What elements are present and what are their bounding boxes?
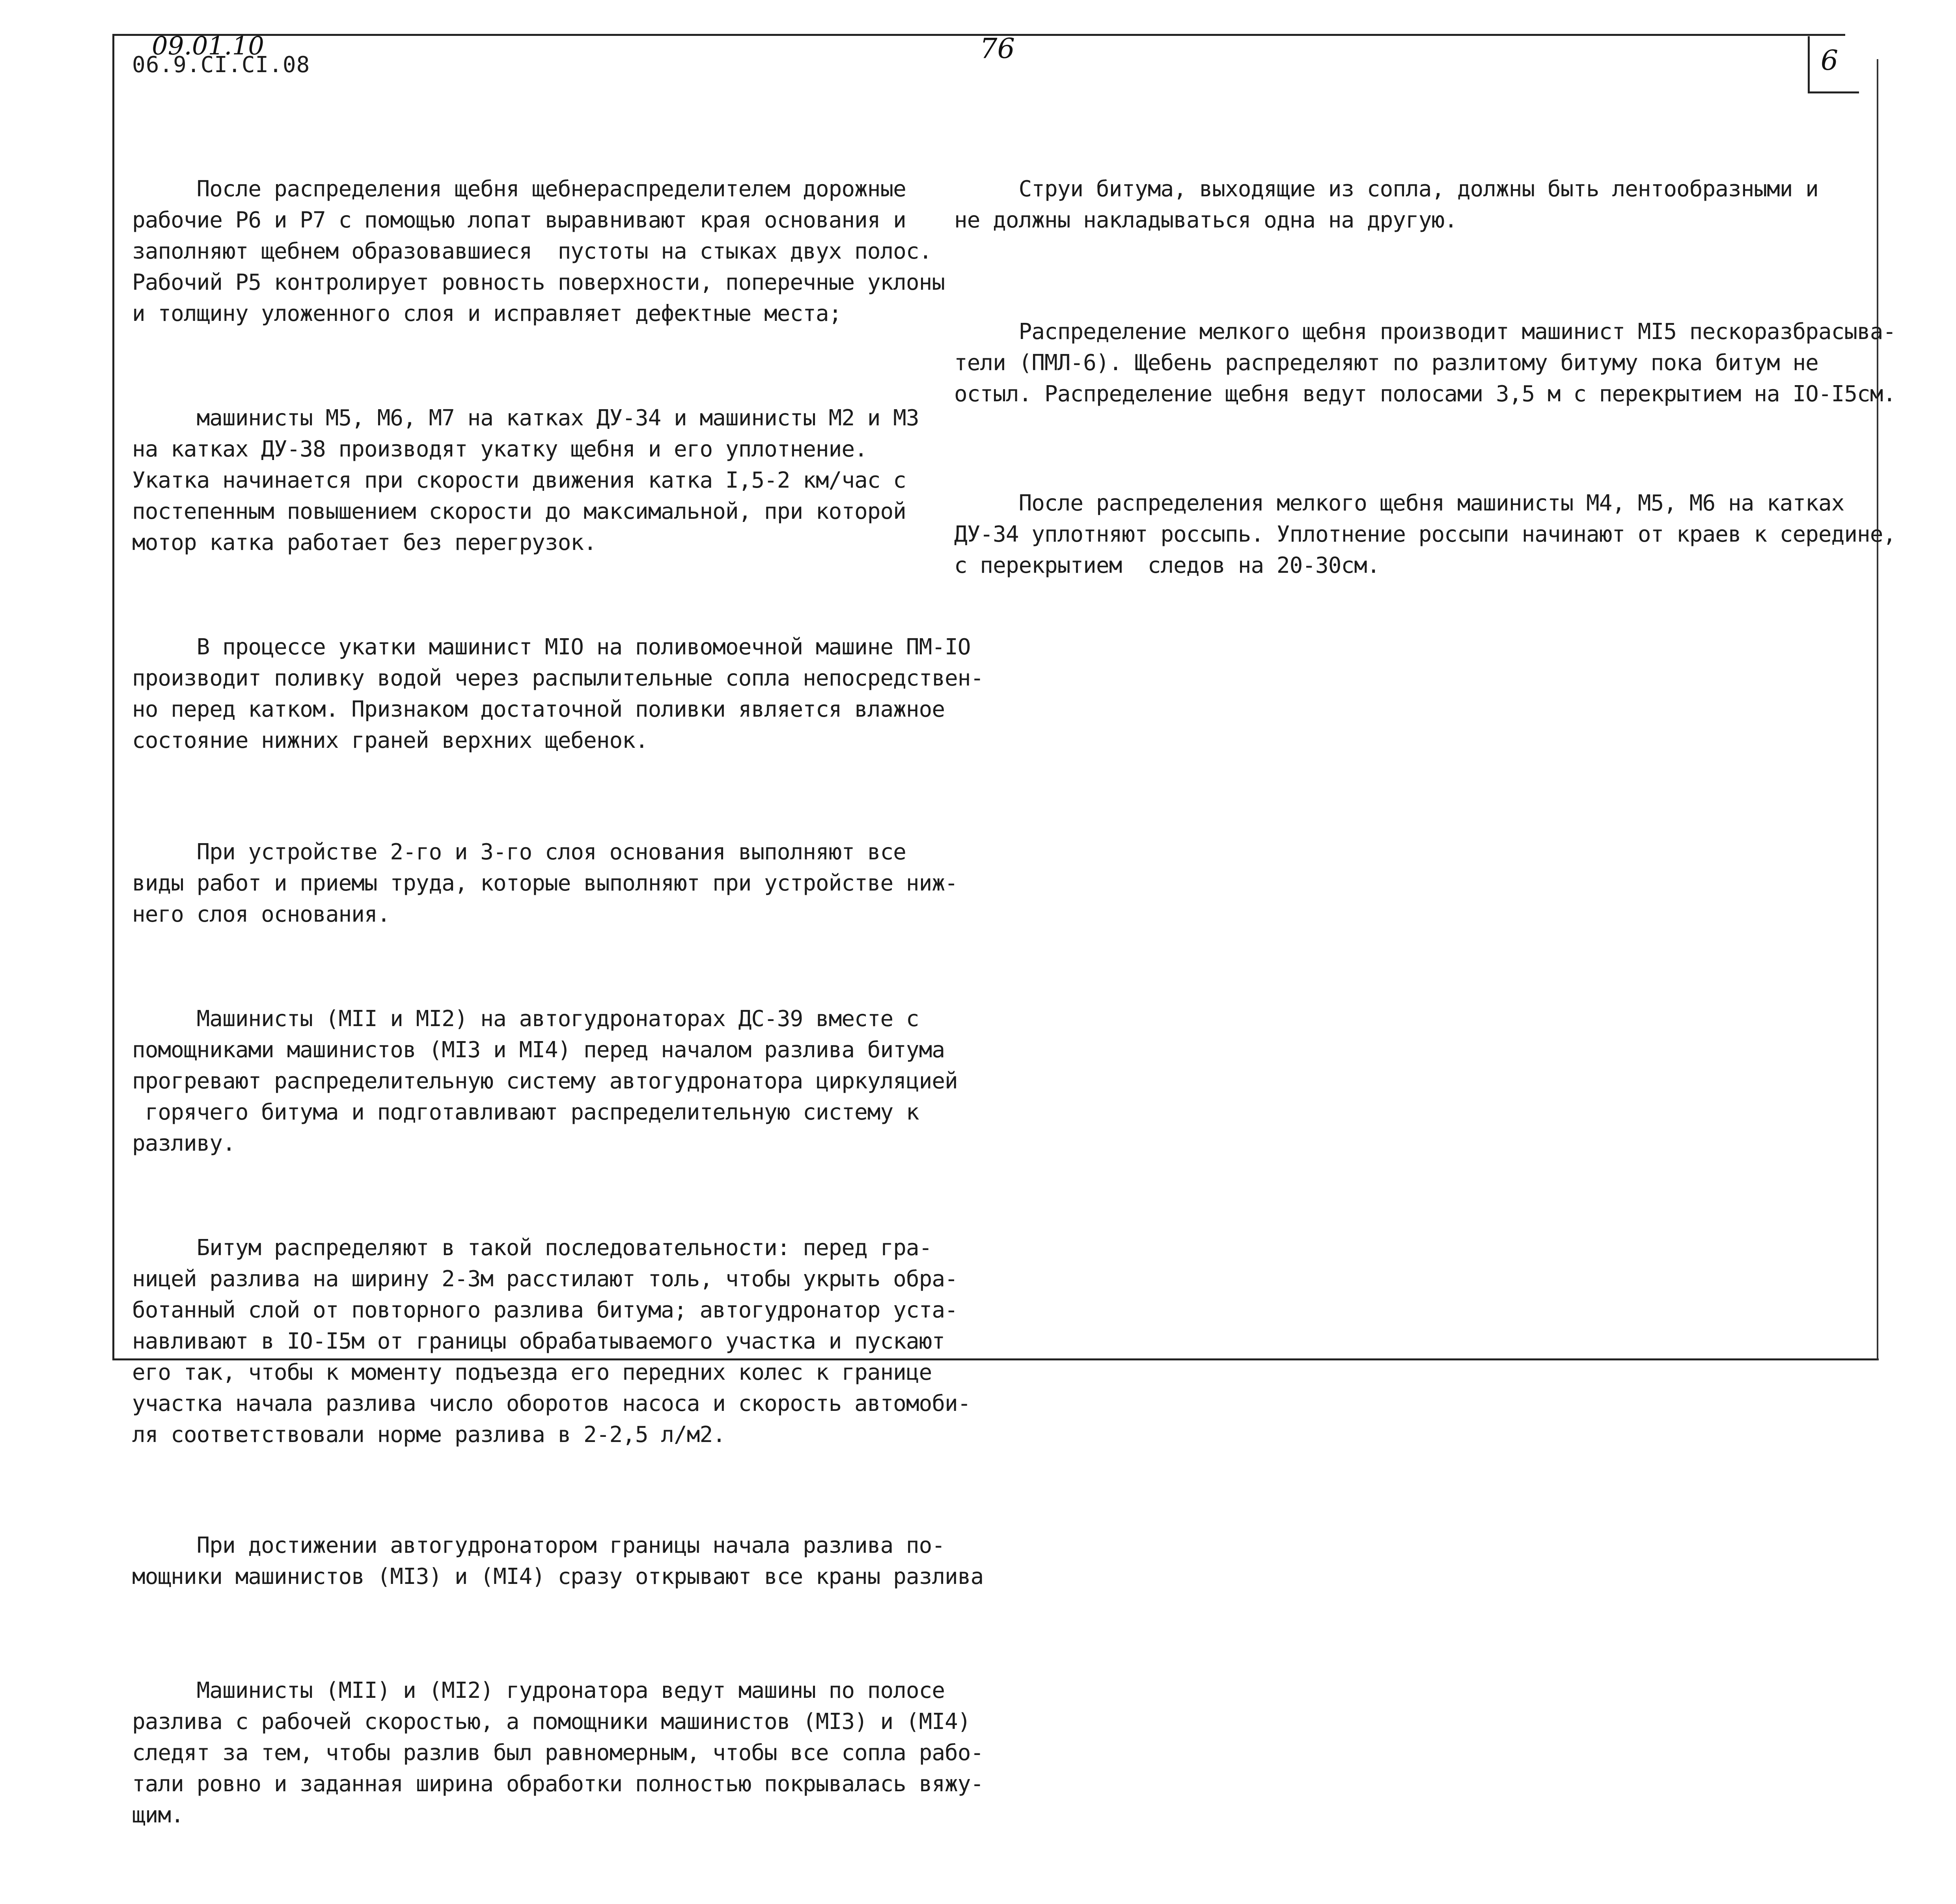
paragraph: Распределение мелкого щебня производит машинист MI5 пескоразбрасыва- тели (ПМЛ-6). Щебень распределяют по разлитому битуму пока битум не остыл. Распределение щебня ведут полосами 3,5 м с перекрытием на IO-I5см. — [954, 319, 1896, 407]
sheet-number: 6 — [1820, 44, 1839, 76]
paragraph: Струи битума, выходящие из сопла, должны быть лентообразными и не должны накладываться одна на другую. — [954, 176, 1818, 233]
paragraph: После распределения щебня щебнераспределителем дорожные рабочие P6 и P7 с помощью лопат выравнивают края основания и заполняют щебнем образовавшиеся пустоты на стыках двух полос. Рабочий P5 контролирует ровность поверхности, поперечные уклоны и толщину уложенного слоя и исправляет дефектные места; — [132, 176, 945, 326]
frame-left-border — [112, 34, 114, 1358]
paragraph: После распределения мелкого щебня машинисты M4, M5, M6 на катках ДУ-34 уплотняют россыпь. Уплотнение россыпи начинают от краев к середине, с перекрытием следов на 20-30см. — [954, 490, 1896, 578]
paragraph: Машинисты (MII и MI2) на автогудронаторах ДС-39 вместе с помощниками машинистов (MI3 и MI4) перед началом разлива битума прогревают распределительную систему автогудронатора циркуляцией горячего битума и подготавливают распределительную систему к разливу. — [132, 1006, 958, 1156]
paragraph: Машинисты (MII) и (MI2) гудронатора ведут машины по полосе разлива с рабочей скоростью, а помощники машинистов (MI3) и (MI4) следят за тем, чтобы разлив был равномерным, чтобы все сопла рабо- тали ровно и заданная ширина обработки полностью покрывалась вяжу- щим. — [132, 1678, 984, 1828]
handwritten-date: 09.01.10 — [152, 32, 264, 61]
paragraph: Битум распределяют в такой последовательности: перед гра- ницей разлива на ширину 2-3м расстилают толь, чтобы укрыть обра- ботанный слой от повторного разлива битума; автогудронатор уста- навливают в IO-I5м от границы обрабатываемого участка и пускают его так, чтобы к моменту подъезда его передних колес к границе участка начала разлива число оборотов насоса и скорость автомоби- ля соответствовали норме разлива в 2-2,5 л/м2. — [132, 1235, 971, 1448]
paragraph: машинисты M5, M6, M7 на катках ДУ-34 и машинисты M2 и M3 на катках ДУ-38 производят укатку щебня и его уплотнение. Укатка начинается при скорости движения катка I,5-2 км/час с постепенным повышением скорости до максимальной, при которой мотор катка работает без перегрузок. — [132, 405, 919, 555]
frame-right-border — [1877, 59, 1878, 1360]
paragraph: При достижении автогудронатором границы начала разлива по- мощники машинистов (MI3) и (MI4) сразу открывают все краны разлива — [132, 1533, 984, 1589]
frame-top-border — [112, 34, 1845, 36]
page-number: 76 — [980, 32, 1015, 65]
paragraph: В процессе укатки машинист MIO на поливомоечной машине ПМ-IO производит поливку водой через распылительные сопла непосредствен- но перед катком. Признаком достаточной поливки является влажное состояние нижних граней верхних щебенок. — [132, 634, 984, 753]
right-text-column — [954, 111, 1896, 654]
left-text-column — [132, 111, 984, 1904]
paragraph: При устройстве 2-го и 3-го слоя основания выполняют все виды работ и приемы труда, которые выполняют при устройстве ниж- него слоя основания. — [132, 839, 958, 927]
document-code: 06.9.CI.CI.08 — [132, 52, 310, 78]
